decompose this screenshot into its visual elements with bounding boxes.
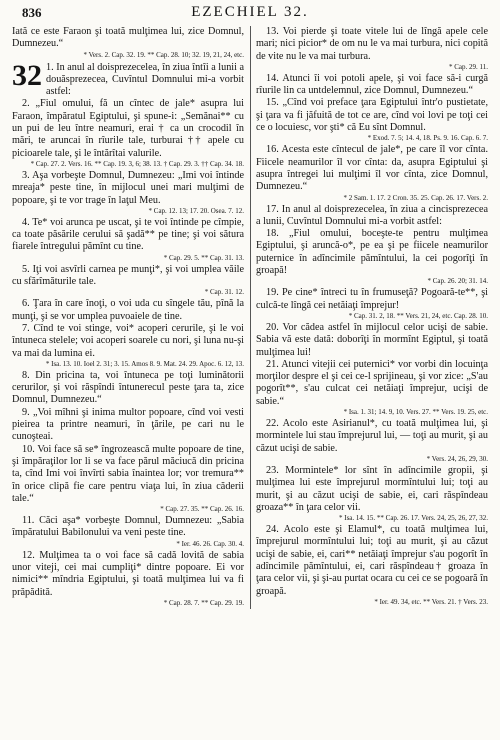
text-columns [10, 26, 490, 609]
verse-text: 18. „Fiul omului, boceşte-te pentru mulţimea Egiptului, şi aruncă-o*, pe ea şi pe fiicele neamurilor puternice în adîncimile pămîntului, la cei pogorîţi în groapă! [256, 228, 488, 277]
cross-reference: * Isa. 13. 10. Ioel 2. 31; 3. 15. Amos 8. 9. Mat. 24. 29. Apoc. 6. 12, 13. [45, 359, 244, 368]
verse-text: 2. „Fiul omului, fă un cîntec de jale* asupra lui Faraon, împăratul Egiptului, şi spune-i: „Semănai** cu un pui de leu între neamuri, erai † ca un crocodil în mări, te aruncai în rîurile tale, turburai †† apele cu picioarele tale, şi le întărîtai valurile. [12, 98, 244, 159]
verse-text: 14. Atunci îi voi potoli apele, şi voi face să-i curgă rîurile lin ca untdelemnul, zice Domnul, Dumnezeu.“ [256, 72, 488, 97]
verse-text: 24. Acolo este şi Elamul*, cu toată mulţimea lui, împrejurul mormîntului lui; toţi au murit, şi au căzut ucişi de sabie, ei, cari** netăiaţi împrejur s'au pogorît în adîncimile pămîntului, ei, cari răspîndeau† groaza în ţara celor vii, şi şi-au purtat ocara cu cei ce se pogoară în groapă. [256, 524, 488, 597]
cross-reference: * Exod. 7. 5; 14. 4, 18. Ps. 9. 16. Cap. 6. 7. [367, 134, 488, 143]
verse-text: 17. In anul al doisprezecelea, în ziua a cincisprezecea a lunii, Cuvîntul Domnului mi-a vorbit astfel: [256, 203, 488, 227]
cross-reference: * Cap. 31. 2, 18. ** Vers. 21, 24, etc. Cap. 28. 10. [348, 311, 488, 320]
verse-text: 21. Atunci vitejii cei puternici* vor vorbi din locuinţa morţilor despre el şi cei ce-l sprijineau, şi vor zice: „S'au pogorît**, s'au culcat cei netăiaţi împrejur, ucişi de sabie.“ [256, 358, 488, 407]
cross-reference: * Cap. 27. 35. ** Cap. 26. 16. [160, 505, 244, 514]
cross-reference: * Cap. 28. 7. ** Cap. 29. 19. [163, 598, 244, 607]
column-divider [250, 26, 251, 609]
verse-text: Iată ce este Faraon şi toată mulţimea lui, zice Domnul, Dumnezeu.“ [12, 26, 244, 50]
verse-text: 10. Voi face să se* îngrozească multe popoare de tine, şi împăraţilor lor li se va face părul măciucă din pricina ta, cînd Imi voi învîrti sabia înaintea lor; vor tremura** în orice clipă fie care pentru viaţa lui, în ziua căderii tale.“ [12, 443, 244, 504]
cross-reference: * Ier. 49. 34, etc. ** Vers. 21. † Vers. 23. [374, 597, 488, 606]
cross-reference: * Isa. 14. 15. ** Cap. 26. 17. Vers. 24, 25, 26, 27, 32. [338, 514, 488, 523]
running-head: EZECHIEL 32. [191, 4, 309, 20]
verse-text: 20. Vor cădea astfel în mijlocul celor ucişi de sabie. Sabia vă este dată: doborîţi în mormînt Egiptul, şi toată mulţimea lui! [256, 321, 488, 358]
verse-text: 22. Acolo este Asirianul*, cu toată mulţimea lui, şi mormintele lui stau împrejurul lui, — toţi au murit, şi au căzut ucişi de sabie. [256, 418, 488, 454]
cross-reference: * Vers. 2. Cap. 32. 19. ** Cap. 28. 10; 32. 19, 21, 24, etc. [83, 50, 244, 59]
page-header [10, 0, 490, 26]
cross-reference: * Cap. 27. 2. Vers. 16. ** Cap. 19. 3, 6; 38. 13. † Cap. 29. 3. †† Cap. 34. 18. [30, 159, 244, 168]
verse-text: 23. Mormintele* lor sînt în adîncimile gropii, şi mulţimea lui este împrejurul mormîntului lui; toţi au murit, şi au căzut ucişi de sabie, ei, cari răspîndeau groaza** în ţara celor vii. [256, 464, 488, 513]
cross-reference: * Vers. 24, 26, 29, 30. [426, 454, 488, 463]
cross-reference: * Ier. 46. 26. Cap. 30. 4. [176, 539, 244, 548]
verse-text: 11. Căci aşa* vorbeşte Domnul, Dumnezeu: „Sabia împăratului Babilonului va veni peste tine. [12, 515, 244, 539]
verse-text: 3. Aşa vorbeşte Domnul, Dumnezeu: „Imi voi întinde mreaja* peste tine, în mijlocul unei mari mulţimi de popoare, şi te vor trage în laţul Meu. [12, 169, 244, 206]
cross-reference: * Cap. 31. 12. [204, 288, 244, 297]
verse-text: 7. Cînd te voi stinge, voi* acoperi cerurile, şi le voi întuneca stelele; voi acoperi soarele cu nori, şi luna nu-şi va mai da lumina ei. [12, 322, 244, 359]
verse-text: 6. Ţara în care înoţi, o voi uda cu sîngele tău, pînă la munţi, şi se vor umplea puvoaiele de tine. [12, 298, 244, 322]
cross-reference: * Cap. 29. 5. ** Cap. 31. 13. [163, 253, 244, 262]
page-number: 836 [22, 5, 42, 20]
right-column [256, 26, 488, 609]
verse-text: 16. Acesta este cîntecul de jale*, pe care îl vor cînta. Fiicele neamurilor îl vor cînta: da, asupra Egiptului şi asupra întregei lui mulţimi îl vor cînta, zice Domnul, Dumnezeu.“ [256, 144, 488, 193]
chapter-start [12, 58, 245, 99]
verse-text: 9. „Voi mîhni şi inima multor popoare, cînd voi vesti pieirea ta printre neamuri, în ţările, pe cari nu le cunoşteai. [12, 406, 244, 443]
left-column [12, 26, 244, 609]
cross-reference: * Isa. 1. 31; 14. 9, 10. Vers. 27. ** Vers. 19. 25, etc. [343, 408, 488, 417]
verse-text: 4. Te* voi arunca pe uscat, şi te voi întinde pe cîmpie, ca toate păsările cerului să şadă** pe tine; şi voi sătura fiarele întregului pămînt cu tine. [12, 216, 244, 253]
cross-reference: * Cap. 26. 20; 31. 14. [427, 277, 488, 286]
cross-reference: * Cap. 29. 11. [448, 62, 488, 71]
verse-text: 19. Pe cine* întreci tu în frumuseţă? Pogoară-te**, şi culcă-te lîngă cei netăiaţi împrejur! [256, 287, 488, 311]
verse-text: 5. Iţi voi asvîrli carnea pe munţi*, şi voi umplea văile cu sfărîmăturile tale. [12, 263, 244, 288]
cross-reference: * 2 Sam. 1. 17. 2 Cron. 35. 25. Cap. 26. 17. Vers. 2. [343, 193, 488, 202]
verse-text: 8. Din pricina ta, voi întuneca pe toţi luminătorii cerurilor, şi voi răspîndi întunerecul peste ţara ta, zice Domnul, Dumnezeu.“ [12, 369, 244, 406]
verse-text: 1. In anul al doisprezecelea, în ziua întîi a lunii a douăsprezecea, Cuvîntul Domnului mi-a vorbit astfel: [46, 61, 245, 98]
verse-text: 12. Mulţimea ta o voi face să cadă lovită de sabia unor viteji, cei mai cumpliţi* dintre popoare. Ei vor nimici** mîndria Egiptului, şi toată mulţimea lui va fi prăpădită. [12, 549, 244, 598]
verse-text: 15. „Cînd voi preface ţara Egiptului într'o pustietate, şi ţara va fi jăfuită de tot ce are, cînd voi lovi pe toţi cei ce o locuiesc, vor şti* că Eu sînt Domnul. [256, 97, 488, 134]
cross-reference: * Cap. 12. 13; 17. 20. Osea. 7. 12. [148, 206, 244, 215]
chapter-number: 32 [12, 58, 42, 92]
verse-text: 13. Voi pierde şi toate vitele lui de lîngă apele cele mari; nici picior* de om nu le va mai turbura, nici copită de vite nu le va mai turbura. [256, 26, 488, 62]
